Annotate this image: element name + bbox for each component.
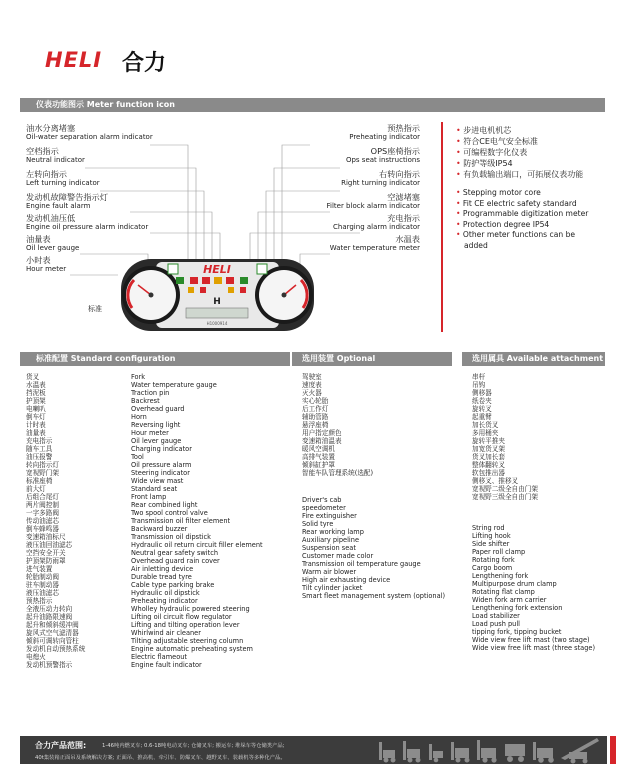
feature-cn-4: • 防护等级IP54	[456, 159, 513, 168]
label-engine-oil: 发动机油压低 Engine oil pressure alarm indicator	[26, 213, 149, 231]
standard-item-cn: 起升和倾斜缓冲阀	[26, 621, 79, 629]
attachment-item-cn: 多用桶夹	[472, 429, 499, 437]
heli-logo: HELI	[45, 48, 103, 72]
attachment-item-cn: 侧移器	[472, 389, 492, 397]
standard-item-cn: 两片阀控制	[26, 501, 59, 509]
attachment-item-cn: 软包推出器	[472, 469, 505, 477]
attachment-list-en	[472, 524, 595, 652]
dash-model-code: H1000914	[206, 321, 228, 326]
standard-config-header: 标准配置 Standard configuration	[20, 352, 290, 366]
standard-item-en: Hydraulic oil return circuit filler element	[131, 541, 263, 549]
attachment-item-en: Multipurpose drum clamp	[472, 580, 557, 588]
standard-item-en: Backrest	[131, 397, 160, 405]
optional-item-en: Transmission oil temperature gauge	[302, 560, 421, 568]
optional-item-cn: 暖风空调机	[302, 445, 335, 453]
attachment-item-cn: 旋转叉	[472, 405, 492, 413]
label-hour-meter: 小时表 Hour meter	[26, 255, 67, 273]
standard-item-cn: 标准座椅	[26, 477, 53, 485]
forklift-silhouettes	[375, 736, 607, 764]
standard-item-en: Hydraulic oil dipstick	[131, 589, 200, 597]
label-preheat: 预热指示 Preheating indicator	[349, 123, 420, 141]
optional-item-cn: 实心轮胎	[302, 397, 329, 405]
standard-item-cn: 发动机自动预热系统	[26, 645, 86, 653]
optional-item-en: Fire extinguisher	[302, 512, 357, 520]
standard-item-cn: 液压油滤芯	[26, 589, 59, 597]
optional-item-en: Driver's cab	[302, 496, 342, 504]
standard-item-en: Standard seat	[131, 485, 178, 493]
attachment-item-en: Lifting hook	[472, 532, 511, 540]
optional-item-en: Smart fleet management system (optional)	[302, 592, 446, 600]
optional-item-en: Rear working lamp	[302, 528, 364, 536]
standard-item-cn: 倾斜可调转向管柱	[26, 637, 79, 645]
footer-line-1: 1-46吨内燃叉车; 0.6-18吨电动叉车; 仓储叉车; 搬运车; 堆垛车等仓储类产品;	[102, 743, 285, 749]
gauge-caption: 标准	[88, 305, 102, 313]
optional-item-en: Warm air blower	[302, 568, 357, 576]
standard-item-cn: 预热指示	[26, 597, 53, 605]
standard-item-en: Fork	[131, 373, 146, 381]
label-neutral: 空档指示 Neutral indicator	[26, 146, 85, 164]
attachment-item-en: Paper roll clamp	[472, 548, 526, 556]
optional-header: 选用装置 Optional	[292, 352, 452, 366]
optional-item-cn: 悬浮座椅	[302, 421, 329, 429]
standard-item-cn: 转向指示灯	[26, 461, 59, 469]
attachment-item-cn: 串杆	[472, 373, 486, 381]
optional-item-cn: 高排气装置	[302, 453, 335, 461]
features-accent-bar	[441, 122, 443, 332]
standard-item-en: Transmission oil dipstick	[131, 533, 211, 541]
standard-item-cn: 护顶架防雨罩	[26, 557, 66, 565]
label-filter-block: 空滤堵塞 Filter block alarm indicator	[326, 192, 420, 210]
label-left-turn: 左转向指示 Left turning indicator	[26, 169, 100, 187]
attachment-item-en: Side shifter	[472, 540, 510, 548]
standard-item-en: Durable tread tyre	[131, 573, 192, 581]
features-list	[456, 125, 596, 251]
standard-item-cn: 倒车灯	[26, 413, 46, 421]
label-oil-gauge: 油量表 Oil lever gauge	[26, 234, 80, 252]
standard-item-cn: 随车工具	[26, 445, 53, 453]
standard-item-cn: 液压油回油滤芯	[26, 541, 73, 549]
attachment-item-en: Rotating fork	[472, 556, 515, 564]
attachment-item-cn: 吊钩	[472, 381, 486, 389]
dashboard-illustration	[120, 258, 315, 332]
optional-item-cn: 用户指定颜色	[302, 429, 342, 437]
standard-item-cn: 水温表	[26, 381, 46, 389]
optional-item-en: High air exhausting device	[302, 576, 391, 584]
standard-item-cn: 后组合尾灯	[26, 493, 59, 501]
optional-list-cn	[302, 373, 373, 477]
optional-item-cn: 智能车队管理系统(选配)	[302, 469, 374, 477]
attachment-item-cn: 侧移叉、推移叉	[472, 477, 519, 485]
standard-item-en: Lifting oil circuit flow regulator	[131, 613, 232, 621]
standard-item-cn: 发动机预警指示	[26, 661, 73, 669]
attachment-item-en: tipping fork, tipping bucket	[472, 628, 562, 636]
standard-item-cn: 电喇叭	[26, 405, 46, 413]
standard-item-en: Wholley hydraulic powered steering	[131, 605, 250, 613]
attachment-item-en: Load stabilizer	[472, 612, 520, 620]
optional-item-cn: 辅助管路	[302, 413, 329, 421]
attachment-item-en: Cargo boom	[472, 564, 513, 572]
standard-item-en: Transmission oil filter element	[131, 517, 231, 525]
standard-item-en: Tilting adjustable steering column	[131, 637, 244, 645]
attachment-item-cn: 起重臂	[472, 413, 492, 421]
attachment-item-cn: 纸卷夹	[472, 397, 492, 405]
attachment-item-en: Wide view free lift mast (two stage)	[472, 636, 590, 644]
footer-accent	[610, 736, 616, 764]
standard-item-cn: 起升油路限速阀	[26, 613, 73, 621]
attachment-item-en: Wide view free lift mast (three stage)	[472, 644, 596, 652]
attachment-item-cn: 整体翻转叉	[472, 461, 505, 469]
standard-item-en: Oil pressure alarm	[131, 461, 192, 469]
attachment-item-cn: 加长货叉	[472, 421, 499, 429]
standard-item-cn: 电熄火	[26, 653, 46, 661]
standard-item-cn: 一字多路阀	[26, 509, 59, 517]
standard-item-en: Electric flameout	[131, 653, 188, 661]
standard-item-en: Wide view mast	[131, 477, 184, 485]
attachment-list-cn	[472, 373, 538, 501]
attachment-item-en: Load push pull	[472, 620, 521, 628]
label-water-temp: 水温表 Water temperature meter	[329, 234, 420, 252]
standard-item-en: Engine fault indicator	[131, 661, 202, 669]
feature-en-4: • Protection degree IP54	[456, 219, 550, 229]
footer-title: 合力产品范围:	[35, 741, 87, 750]
standard-item-en: Overhead guard	[131, 405, 185, 413]
label-right-turn: 右转向指示 Right turning indicator	[341, 169, 420, 187]
optional-item-cn: 速度表	[302, 381, 322, 389]
standard-item-cn: 倒车蜂鸣器	[26, 525, 59, 533]
dash-center-letter: H	[213, 297, 221, 307]
standard-item-en: Cable type parking brake	[131, 581, 215, 589]
meter-section-bar: 仪表功能图示 Meter function icon	[20, 98, 605, 112]
standard-item-en: Engine automatic preheating system	[131, 645, 253, 653]
feature-en-3: • Programmable digitization meter	[456, 209, 589, 218]
optional-item-cn: 变速箱油温表	[302, 437, 342, 445]
attachment-item-cn: 旋转平推夹	[472, 437, 505, 445]
heli-logo-cn: 合力	[122, 51, 167, 76]
attachment-item-en: Rotating flat clamp	[472, 588, 535, 596]
standard-item-cn: 全液压动力转向	[26, 605, 73, 613]
label-oil-water: 油水分离堵塞 Oil-water separation alarm indicator	[26, 123, 153, 141]
attachment-header: 选用属具 Available attachment	[462, 352, 605, 366]
feature-cn-5: • 有负载输出端口，可拓展仪表功能	[456, 170, 584, 179]
standard-item-cn: 进气装置	[26, 565, 53, 573]
standard-item-en: Front lamp	[131, 493, 167, 501]
standard-item-cn: 宽视野门架	[26, 469, 59, 477]
optional-item-en: Auxiliary pipeline	[302, 536, 359, 544]
optional-item-cn: 倾斜缸护罩	[302, 461, 335, 469]
standard-item-cn: 油量表	[26, 429, 46, 437]
standard-item-cn: 护顶架	[26, 397, 46, 405]
standard-list-en	[131, 373, 263, 669]
standard-item-en: Traction pin	[131, 389, 170, 397]
optional-item-en: Tilt cylinder jacket	[302, 584, 363, 592]
feature-cn-1: • 步进电机机芯	[456, 126, 512, 135]
standard-item-cn: 变速箱油标尺	[26, 533, 66, 541]
attachment-item-cn: 加宽货叉架	[472, 445, 505, 453]
dash-brand: HELI	[203, 263, 231, 276]
standard-item-en: Whirlwind air cleaner	[131, 629, 201, 637]
standard-item-en: Reversing light	[131, 421, 181, 429]
optional-item-cn: 后工作灯	[302, 405, 329, 413]
attachment-item-cn: 货叉加长套	[472, 453, 505, 461]
optional-item-cn: 驾驶室	[302, 373, 322, 381]
attachment-item-cn: 宽视野三级全自由门架	[472, 493, 538, 501]
standard-item-cn: 轮胎制动阀	[26, 573, 59, 581]
attachment-item-en: Widen fork arm carrier	[472, 596, 547, 604]
standard-item-en: Tool	[131, 453, 144, 461]
label-charging: 充电指示 Charging alarm indicator	[333, 213, 420, 231]
feature-en-5: • Other meter functions can be added	[456, 230, 576, 250]
footer-line-2: 40t集装箱正面吊及系统解决方案; 正面吊、推高机、牵引车、防爆叉车、越野叉车、装载机等多种化产品。	[35, 755, 286, 761]
feature-cn-3: • 可编程数字化仪表	[456, 148, 528, 157]
label-engine-fault: 发动机故障警告指示灯 Engine fault alarm	[26, 192, 108, 210]
standard-item-cn: 充电指示	[26, 437, 53, 445]
optional-item-en: Suspension seat	[302, 544, 356, 552]
standard-item-en: Rear combined light	[131, 501, 198, 509]
attachment-item-en: Lengthening fork extension	[472, 604, 563, 612]
standard-item-cn: 传动油滤芯	[26, 517, 59, 525]
standard-item-en: Hour meter	[131, 429, 169, 437]
standard-item-cn: 货叉	[26, 373, 40, 381]
footer-bar	[20, 736, 607, 764]
feature-cn-2: • 符合CE电气安全标准	[456, 137, 538, 146]
standard-item-en: Oil lever gauge	[131, 437, 182, 445]
standard-item-en: Horn	[131, 413, 147, 421]
standard-item-en: Two spool control valve	[131, 509, 208, 517]
standard-list-cn	[26, 373, 85, 669]
standard-item-en: Air inletting device	[131, 565, 194, 573]
optional-item-en: Customer made color	[302, 552, 374, 560]
standard-item-cn: 计时表	[26, 421, 46, 429]
optional-item-en: speedometer	[302, 504, 346, 512]
standard-item-cn: 空挡安全开关	[26, 549, 66, 557]
standard-item-en: Water temperature gauge	[131, 381, 217, 389]
label-ops-seat: OPS座椅指示 Ops seat instructions	[345, 146, 420, 164]
optional-item-cn: 灭火器	[302, 389, 322, 397]
standard-item-en: Lifting and tilting operation lever	[131, 621, 240, 629]
attachment-item-en: String rod	[472, 524, 505, 532]
standard-item-en: Preheating indicator	[131, 597, 198, 605]
feature-en-2: • Fit CE electric safety standard	[456, 198, 577, 208]
standard-item-cn: 前大灯	[26, 485, 46, 493]
feature-en-1: • Stepping motor core	[456, 188, 541, 197]
attachment-item-cn: 宽视野二级全自由门架	[472, 485, 538, 493]
attachment-item-en: Lengthening fork	[472, 572, 529, 580]
standard-item-en: Overhead guard rain cover	[131, 557, 220, 565]
standard-item-cn: 油压报警	[26, 453, 53, 461]
standard-item-cn: 驻车制动器	[26, 581, 59, 589]
standard-item-en: Neutral gear safety switch	[131, 549, 219, 557]
standard-item-en: Backward buzzer	[131, 525, 188, 533]
standard-item-en: Charging indicator	[131, 445, 192, 453]
optional-item-en: Solid tyre	[302, 520, 334, 528]
optional-list-en	[302, 496, 445, 600]
standard-item-cn: 旋风式空气滤清器	[26, 629, 79, 637]
standard-item-cn: 挡泥板	[26, 389, 46, 397]
standard-item-en: Steering indicator	[131, 469, 190, 477]
